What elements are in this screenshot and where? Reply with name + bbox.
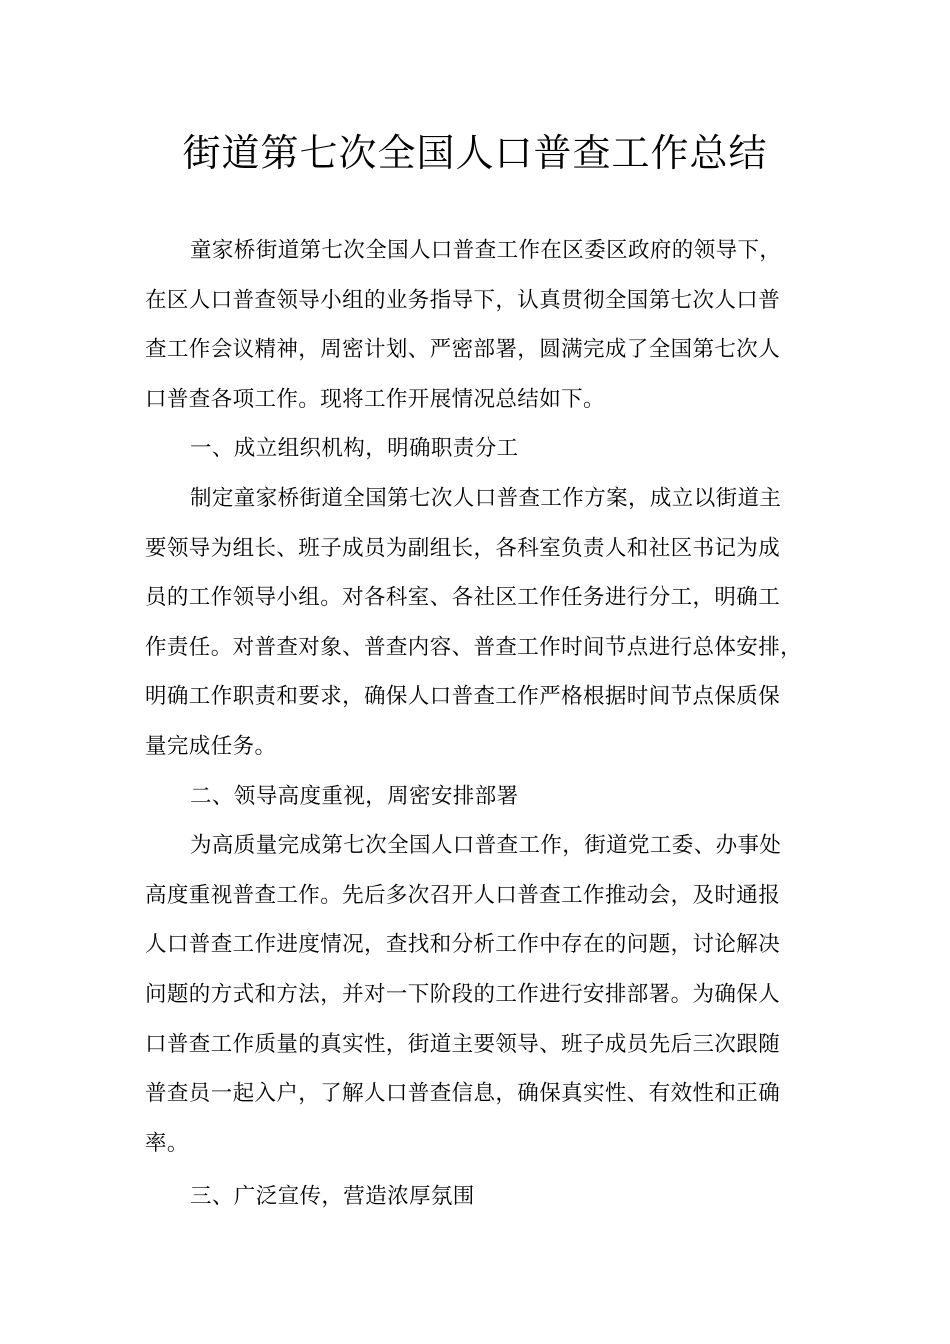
section-heading: 一、成立组织机构，明确职责分工: [190, 436, 519, 462]
paragraph-line: 量完成任务。: [145, 733, 277, 759]
document-title: 街道第七次全国人口普查工作总结: [182, 131, 768, 175]
paragraph-line: 员的工作领导小组。对各科室、各社区工作任务进行分工，明确工: [145, 585, 781, 611]
paragraph-line: 口普查各项工作。现将工作开展情况总结如下。: [145, 386, 605, 412]
paragraph-line: 问题的方式和方法，并对一下阶段的工作进行安排部署。为确保人: [145, 981, 781, 1007]
paragraph-line: 童家桥街道第七次全国人口普查工作在区委区政府的领导下，: [190, 238, 782, 263]
document-body: [145, 226, 825, 1222]
paragraph-line: 要领导为组长、班子成员为副组长，各科室负责人和社区书记为成: [145, 535, 781, 561]
paragraph-line: 明确工作职责和要求，确保人口普查工作严格根据时间节点保质保: [145, 684, 781, 710]
paragraph-line: 口普查工作质量的真实性，街道主要领导、班子成员先后三次跟随: [145, 1031, 781, 1057]
paragraph-line: 作责任。对普查对象、普查内容、普查工作时间节点进行总体安排，: [145, 634, 803, 660]
paragraph-line: 率。: [145, 1130, 189, 1156]
paragraph-line: 在区人口普查领导小组的业务指导下，认真贯彻全国第七次人口普: [145, 287, 781, 313]
section-heading: 三、广泛宣传，营造浓厚氛围: [190, 1184, 475, 1210]
paragraph-line: 人口普查工作进度情况，查找和分析工作中存在的问题，讨论解决: [145, 932, 781, 958]
section-heading: 二、领导高度重视，周密安排部署: [190, 783, 519, 809]
paragraph-line: 查工作会议精神，周密计划、严密部署，圆满完成了全国第七次人: [145, 337, 781, 363]
paragraph-line: 高度重视普查工作。先后多次召开人口普查工作推动会，及时通报: [145, 882, 781, 908]
paragraph-line: 为高质量完成第七次全国人口普查工作，街道党工委、办事处: [190, 833, 782, 859]
paragraph-line: 制定童家桥街道全国第七次人口普查工作方案，成立以街道主: [190, 485, 782, 511]
paragraph-line: 普查员一起入户，了解人口普查信息，确保真实性、有效性和正确: [145, 1081, 781, 1107]
